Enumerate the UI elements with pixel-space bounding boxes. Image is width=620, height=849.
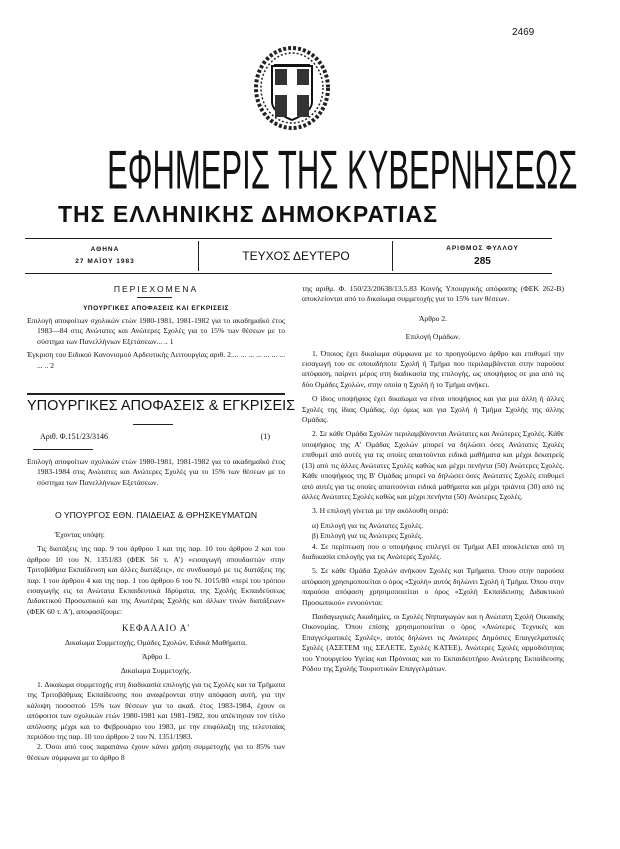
- contents-rule: [137, 297, 172, 298]
- short-rule: [133, 424, 173, 425]
- article-1-title: Δικαίωμα Συμμετοχής.: [120, 666, 192, 676]
- article-2-para-4: 4. Σε περίπτωση που ο υποψήφιος επιλεγεί σε Τμήμα ΑΕΙ αποκλείεται από τη διαδικασία επιλογής για τις Ανώτερες Σχολές.: [302, 541, 564, 561]
- right-body: [302, 284, 564, 674]
- header-divider: [198, 241, 199, 271]
- city: ΑΘΗΝΑ: [90, 246, 120, 253]
- article-1-para-2: 2. Όσοι από τους παραπάνω έχουν κάνει χρήση συμμετοχής για το 85% των θέσεων σύμφωνα με το άρθρο 8: [27, 742, 285, 762]
- chapter-heading: ΚΕΦΑΛΑΙΟ Α': [121, 623, 191, 634]
- article-2-heading: Άρθρο 2.: [418, 313, 448, 323]
- article-2-para-3a: α) Επιλογή για τις Ανώτατες Σχολές.: [312, 520, 424, 530]
- article-2-para-6: Παιδαγωγικές Ακαδημίες, οι Σχολές Νηπιαγωγών και η Ανώτατη Σχολή Οικιακής Οικονομίας. Όπου επίσης χρησιμοποιείται ο όρος «Ανώτερες Τεχνικές και Επαγγελματικές Σχολές», αυτός δηλώνει τις Ανώτερες Δημόσιες Επαγγελματικές Σχολές (ΑΣΕΤΕΜ της ΣΕΛΕΤΕ, Σχολές ΚΑΤΕΕ), Ανώτερες Σχολές αρμοδιότητας του Υπουργείου Υγείας και Πρόνοιας και το Εκπαιδευτήριο Ανώτερης Εκπαίδευσης Ρόδου της Σχολής Τουριστικών Επαγγελμάτων.: [302, 611, 564, 673]
- decision-index: (1): [260, 432, 270, 441]
- issue-series: ΤΕΥΧΟΣ ΔΕΥΤΕΡΟ: [242, 249, 350, 263]
- article-1-para-1: 1. Δικαίωμα συμμετοχής στη διαδικασία επιλογής για τις Σχολές και τα Τμήματα της Τριτοβάθμιας Εκπαίδευσης που αναφέρονται στην απόφαση αυτή, για την κάλυψη ποσοστού 15% των θέσεων για το ακαδ. έτος 1983-1984, έχουν οι απόφοιτοι των σχολικών ετών 1980-1981 και 1981-1982, που απέκτησαν τον τίτλο απόλυσης μέχρι και το Φεβρουάριο του 1983, με την επιφύλαξη της τελευταίας περιόδου της παρ. 10 του άρθρου 2 του Ν. 1351/1983.: [27, 679, 285, 741]
- section-rule: [27, 393, 285, 395]
- having-regard: Έχοντας υπόψη:: [55, 530, 105, 539]
- gazette-subtitle: ΤΗΣ ΕΛΛΗΝΙΚΗΣ ΔΗΜΟΚΡΑΤΙΑΣ: [58, 201, 439, 227]
- article-2-para-2: 2. Σε κάθε Ομάδα Σχολών περιλαμβάνονται Ανώτατες και Ανώτερες Σχολές. Κάθε υποψήφιος της Α' Ομάδας Σχολών μπορεί να δηλώσει όσες Ανώτατες Σχολές επιθυμεί από αυτές για τις οποίες απαιτούνται ειδικά μαθήματα και μέχρι δεκατρείς (13) από τις άλλες Ανώτατες Σχολές καθώς και μέχρι πενήντα (50) Ανώτερες Σχολές. Κάθε υποψήφιος της Β' Ομάδας μπορεί να δηλώσει όσες Ανώτατες Σχολές επιθυμεί από αυτές για τις οποίες απαιτούνται ειδικά μαθήματα και μέχρι τριάντα (30) από τις άλλες Ανώτατες Σχολές καθώς και μέχρι πενήντα (50) Ανώτερες Σχολές.: [302, 429, 564, 501]
- issue-date: 27 ΜΑΪΟΥ 1983: [75, 258, 135, 265]
- contents-heading: ΠΕΡΙΕΧΟΜΕΝΑ: [113, 284, 199, 294]
- chapter-subtitle: Δικαίωμα Συμμετοχής, Ομάδες Σχολών, Ειδικά Μαθήματα.: [65, 637, 247, 647]
- gazette-title: ΕΦΗΜΕΡΙΣ ΤΗΣ ΚΥΒΕΡΝΗΣΕΩΣ: [107, 139, 578, 201]
- article-2-para-1: 1. Όποιος έχει δικαίωμα σύμφωνα με το προηγούμενο άρθρο και επιθυμεί την εισαγωγή του σε οποιαδήποτε Σχολή ή Τμήμα που περιλαμβάνεται στην παρούσα απόφαση, παίρνει μέρος στη διαδικασία της επιλογής, ως υποψήφιος σε μια από τις δύο Ομάδες Σχολών, στην οποία η Σχολή ή το Τμήμα ανήκει.: [302, 348, 564, 389]
- contents-section: ΥΠΟΥΡΓΙΚΕΣ ΑΠΟΦΑΣΕΙΣ ΚΑΙ ΕΓΚΡΙΣΕΙΣ: [83, 305, 229, 312]
- article-2-para-5: 5. Σε κάθε Ομάδα Σχολών ανήκουν Σχολές και Τμήματα. Όπου στην παρούσα απόφαση χρησιμοποιείται ο όρος «Σχολή» αυτός δηλώνει Σχολή ή Τμήμα. Όπου στην παρούσα απόφαση χρησιμοποιείται ο όρος «Σχολή Εκπαίδευσης Διδακτικού Προσωπικού» εννοούνται:: [302, 566, 564, 607]
- section-title: ΥΠΟΥΡΓΙΚΕΣ ΑΠΟΦΑΣΕΙΣ & ΕΓΚΡΙΣΕΙΣ: [27, 398, 296, 414]
- preamble: Τις διατάξεις της παρ. 9 του άρθρου 1 και της παρ. 10 του άρθρου 2 και του άρθρου 10 του Ν. 1351/83 (ΦΕΚ 56 τ. Α') «εισαγωγή σπουδαστών στην Τριτοβάθμια Εκπαίδευση και άλλες διατάξεις», σε συνδυασμό με τις διατάξεις της παρ. 1 του άρθρου 4 και της παρ. 1 του άρθρου 6 του Ν. 1015/80 «περί του τρόπου εισαγωγής εις τα Ανώτατα Εκπαιδευτικά Ιδρύματα, της Σχολής Εκπαιδεύσεως Διδακτικού Προσωπικού και της Ανωτέρας Σχολής και άλλων τινών διατάξεων» (ΦΕΚ 60 τ. Α'), αποφασίζουμε:: [27, 544, 285, 616]
- article-1-heading: Άρθρο 1.: [141, 652, 171, 662]
- left-body: [27, 530, 285, 763]
- decision-summary: Επιλογή αποφοίτων σχολικών ετών 1980-1981, 1981-1982 για το ακαδημαϊκό έτος 1983-1984 στις Ανώτατες και Ανώτερες Σχολές για το 15% των θέσεων με το σύστημα των Πανελλήνιων Εξετάσεων.: [27, 457, 285, 487]
- header-top-rule: [25, 238, 552, 239]
- article-2-para-1b: Ο ίδιος υποψήφιος έχει δικαίωμα να είναι υποψήφιος και για μια άλλη ή άλλες Σχολές της ίδιας Ομάδας, όχι όμως και για Σχολή ή Τμήμα Σχολής της άλλης Ομάδας.: [302, 394, 564, 425]
- minister-heading: Ο ΥΠΟΥΡΓΟΣ ΕΘΝ. ΠΑΙΔΕΙΑΣ & ΘΡΗΣΚΕΥΜΑΤΩΝ: [54, 510, 258, 520]
- short-rule: [33, 449, 93, 450]
- article-2-para-3b: β) Επιλογή για τις Ανώτερες Σχολές.: [312, 531, 424, 541]
- sheet-label: ΑΡΙΘΜΟΣ ΦΥΛΛΟΥ: [446, 245, 519, 252]
- header-divider: [392, 241, 393, 271]
- sheet-number: 285: [474, 256, 491, 267]
- continued-text: της αριθμ. Φ. 150/23/20638/13.5.83 Κοινής Υπουργικής απόφασης (ΦΕΚ 262-Β) αποκλείονται από το δικαίωμα συμμετοχής για το 15% των θέσεων.: [302, 284, 564, 304]
- article-2-title: Επιλογή Ομάδων.: [405, 332, 461, 342]
- contents-list: [27, 316, 285, 371]
- coat-of-arms-emblem: [252, 46, 332, 134]
- decision-number: Αριθ. Φ.151/23/3146: [40, 432, 109, 441]
- header-bottom-rule: [25, 273, 552, 274]
- contents-item[interactable]: Έγκριση του Ειδικού Κανονισμού Αρδευτικής Λειτουργίας αριθ. 2.... ... ... ... ... ... ... ... .. 2: [27, 350, 285, 370]
- article-2-para-3: 3. Η επιλογή γίνεται με την ακόλουθη σειρά:: [312, 506, 449, 516]
- contents-item[interactable]: Επιλογή αποφοίτων σχολικών ετών 1980-1981, 1981-1982 για το ακαδημαϊκό έτος 1983—84 στις Ανώτατες και Ανώτερες Σχολές για το 15% των θέσεων με το σύστημα των Πανελλήνιων Εξετάσεων... .. 1: [27, 316, 285, 346]
- page-number: 2469: [512, 27, 535, 38]
- decision-header: [40, 432, 270, 442]
